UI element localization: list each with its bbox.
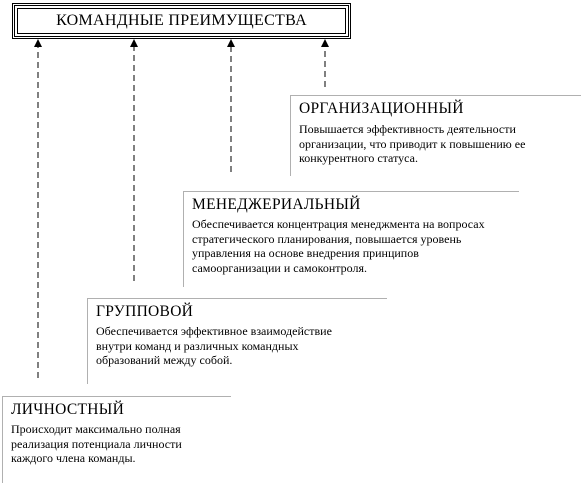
description-line: Обеспечивается эффективное взаимодействие <box>96 324 332 338</box>
description-line: образований между собой. <box>96 353 233 367</box>
level-title-personal: ЛИЧНОСТНЫЙ <box>11 401 125 418</box>
description-line: Повышается эффективность деятельности <box>299 122 516 136</box>
description-line: конкурентного статуса. <box>299 151 418 165</box>
description-line: каждого члена команды. <box>11 451 136 465</box>
description-line: Обеспечивается концентрация менеджмента на вопросах <box>192 217 485 231</box>
description-line: управления на основе внедрения принципов <box>192 246 419 260</box>
description-line: организации, что приводит к повышению ее <box>299 136 526 151</box>
diagram-title: КОМАНДНЫЕ ПРЕИМУЩЕСТВА <box>12 3 351 39</box>
description-line: реализация потенциала личности <box>11 436 182 451</box>
description-line: Происходит максимально полная <box>11 422 181 436</box>
level-title-organizational: ОРГАНИЗАЦИОННЫЙ <box>299 100 464 117</box>
description-line: стратегического планирования, повышается уровень <box>192 231 462 246</box>
level-title-group: ГРУППОВОЙ <box>96 303 194 320</box>
level-title-managerial: МЕНЕДЖЕРИАЛЬНЫЙ <box>192 196 361 213</box>
level-description-organizational <box>299 122 579 166</box>
level-description-personal <box>11 422 231 466</box>
level-description-managerial <box>192 217 517 275</box>
level-description-group <box>96 324 386 368</box>
description-line: внутри команд и различных командных <box>96 338 299 353</box>
description-line: самоорганизации и самоконтроля. <box>192 260 368 275</box>
